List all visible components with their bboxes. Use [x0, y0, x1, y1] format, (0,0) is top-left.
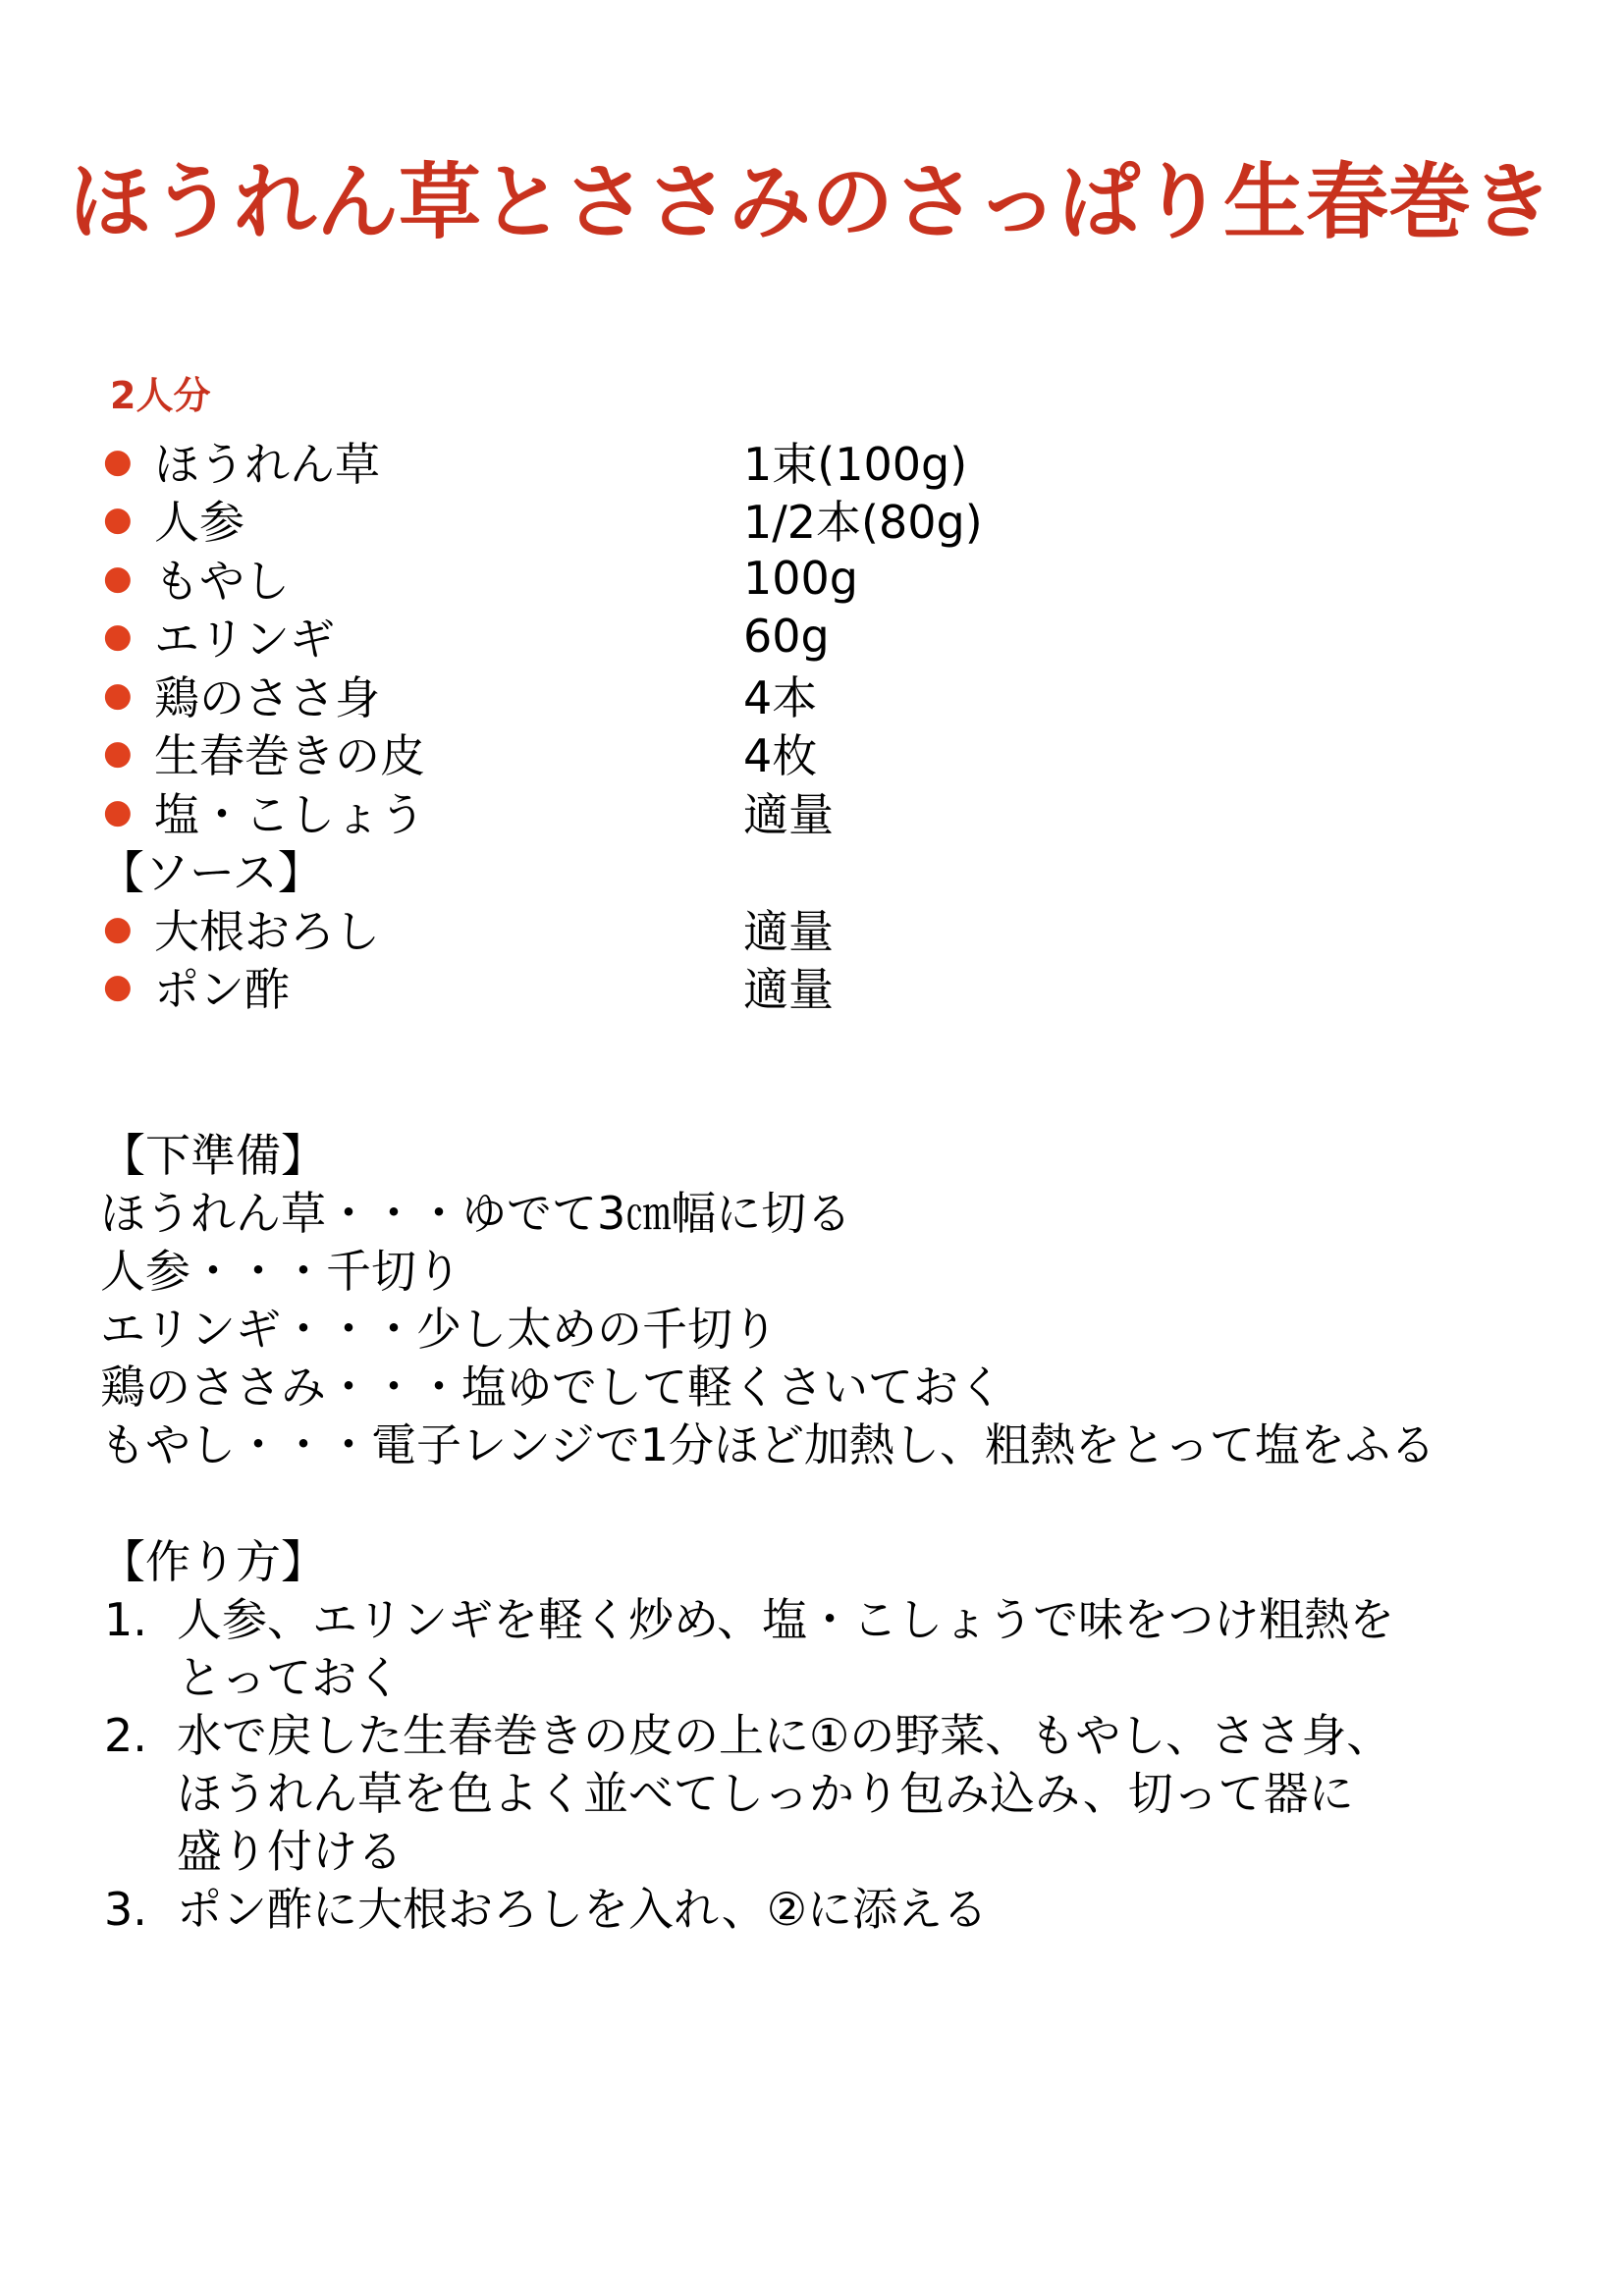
- sauce-heading: 【ソース】: [99, 846, 323, 900]
- ingredient-name: 大根おろし: [154, 904, 380, 958]
- prep-line: もやし・・・電子レンジで1分ほど加熱し、粗熱をとって塩をふる: [100, 1418, 1436, 1471]
- ingredient-item: [103, 782, 1085, 841]
- ingredient-name: 塩・こしょう: [154, 787, 425, 841]
- ingredient-amount: 1束(100g): [743, 437, 968, 491]
- bullet-icon: ●: [103, 616, 133, 657]
- ingredient-item: [103, 491, 1085, 550]
- ingredient-amount: 適量: [743, 904, 834, 958]
- ingredient-amount: 適量: [743, 787, 834, 841]
- bullet-icon: ●: [103, 908, 133, 948]
- step-number: 2.: [104, 1709, 147, 1762]
- bullet-icon: ●: [103, 733, 133, 774]
- step-number: 3.: [104, 1883, 147, 1936]
- ingredient-list: [99, 432, 1085, 1017]
- method-heading: 【作り方】: [100, 1535, 326, 1588]
- ingredient-item: [103, 608, 1085, 667]
- ingredient-name: ほうれん草: [154, 437, 380, 491]
- bullet-icon: ●: [103, 441, 133, 481]
- bullet-icon: ●: [103, 558, 133, 598]
- bullet-icon: ●: [103, 967, 133, 1007]
- step-text: [177, 1591, 1414, 1707]
- method-step: [100, 1591, 1573, 1707]
- bullet-icon: ●: [103, 791, 133, 831]
- step-line: 人参、エリンギを軽く炒め、塩・こしょうで味をつけ粗熱を: [177, 1593, 1395, 1646]
- ingredient-item: [103, 549, 1085, 608]
- step-line: 水で戻した生春巻きの皮の上に①の野菜、もやし、ささ身、: [177, 1709, 1392, 1762]
- bullet-icon: ●: [103, 500, 133, 540]
- ingredient-amount: 4本: [743, 670, 818, 724]
- sauce-item: [103, 958, 1085, 1017]
- step-number: 1.: [104, 1593, 147, 1646]
- step-text: [177, 1707, 1414, 1881]
- step-line: ほうれん草を色よく並べてしっかり包み込み、切って器に: [177, 1767, 1354, 1820]
- recipe-title: ほうれん草とささみのさっぱり生春巻き: [69, 154, 1554, 250]
- ingredient-name: もやし: [154, 554, 290, 608]
- prep-section: [100, 1127, 1573, 1474]
- method-step: [100, 1881, 1573, 1939]
- ingredient-name: エリンギ: [154, 613, 335, 667]
- ingredient-amount: 適量: [743, 963, 834, 1017]
- method-step: [100, 1707, 1573, 1881]
- ingredient-name: 鶏のささ身: [154, 670, 380, 724]
- ingredient-name: 生春巻きの皮: [154, 729, 425, 783]
- method-section: [100, 1533, 1573, 1939]
- ingredient-amount: 4枚: [743, 729, 818, 783]
- ingredient-name: ポン酢: [154, 963, 290, 1017]
- ingredient-item: [103, 666, 1085, 724]
- step-line: 盛り付ける: [177, 1825, 403, 1878]
- prep-line: 鶏のささみ・・・塩ゆでして軽くさいておく: [100, 1361, 1003, 1414]
- step-line: とっておく: [177, 1651, 403, 1704]
- ingredient-name: 人参: [154, 496, 244, 550]
- ingredient-item: [103, 432, 1085, 491]
- prep-line: エリンギ・・・少し太めの千切り: [100, 1303, 778, 1356]
- ingredient-amount: 100g: [743, 551, 858, 605]
- ingredient-amount: 60g: [743, 610, 830, 664]
- prep-line: ほうれん草・・・ゆでて3㎝幅に切る: [100, 1187, 852, 1240]
- prep-line: 人参・・・千切り: [100, 1245, 461, 1298]
- prep-heading: 【下準備】: [100, 1129, 326, 1182]
- step-line: ポン酢に大根おろしを入れ、②に添える: [177, 1883, 988, 1936]
- step-text: [177, 1881, 1414, 1939]
- bullet-icon: ●: [103, 674, 133, 715]
- sauce-item: [103, 899, 1085, 958]
- servings-label: 2人分: [110, 374, 211, 417]
- ingredient-amount: 1/2本(80g): [743, 496, 983, 550]
- ingredient-item: [103, 724, 1085, 783]
